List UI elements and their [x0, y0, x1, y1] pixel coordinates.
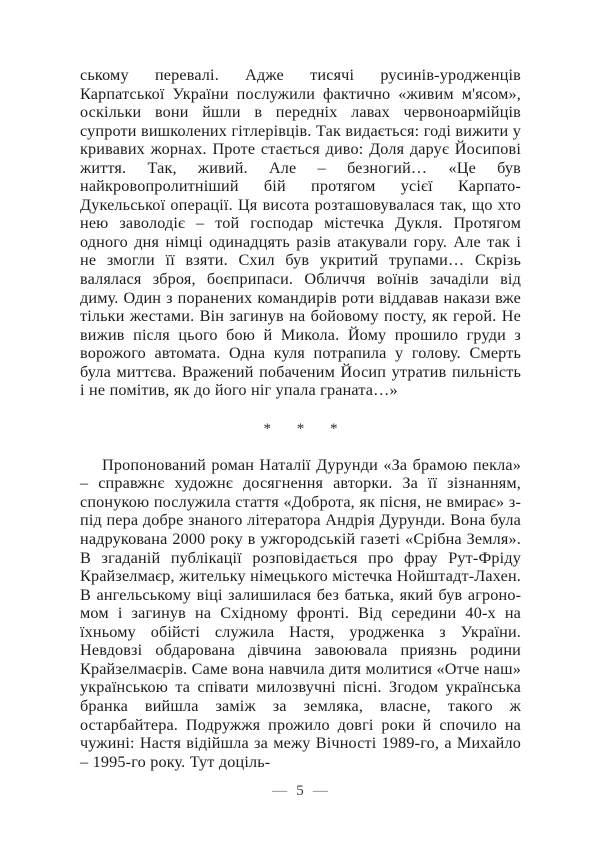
folio-page-number: 5 [296, 783, 304, 799]
folio-left-dash: — [272, 783, 288, 799]
body-paragraph-second: Пропонований роман Наталії Дурунди «За брамою пекла» – справжнє художнє досягнення авторки. За її зізнанням, спонукою послужила стаття «Доброта, як пісня, не вмирає» з-під пера добре знаного літератора Андрія Дурунди. Вона була надрукована 2000 року в ужгородській газеті «Срібна Земля». В згаданій публікації розповідається про фрау Рут-Фріду Крайзелмаєр, жительку німецького містечка Нойштадт-Лахен. В ангельському віці залишилася без батька, який був агрономом і загинув на Східному фронті. Від середини 40-х на їхньому обійсті служила Настя, уродженка з України. Невдовзі обдарована дівчина завоювала приязнь родини Крайзелмаєрів. Саме вона навчила дитя молитися «Отче наш» українською та співати милозвучні пісні. Згодом українська бранка вийшла заміж за земляка, власне, такого ж остарбайтера. Подружжя прожило довгі роки й спочило на чужині: Настя відійшла за межу Вічності 1989-го, а Михайло – 1995-го року. Тут доціль- [80, 455, 521, 771]
folio-right-dash: — [312, 783, 328, 799]
body-paragraph-continued: ському перевалі. Адже тисячі русинів-уродженців Карпатської України послужили фактично «живим м'ясом», оскільки вони йшли в передніх лавах червоноармійців супроти вишколених гітлерівців. Так видається: годі вижити у кривавих жорнах. Проте стається диво: Доля дарує Йосипові життя. Так, живий. Але – безногий… «Це був найкровопролитніший бій протягом усієї Карпато-Дукельської операції. Ця висота розташовувалася так, що хто нею заволодіє – той господар містечка Дукля. Протягом одного дня німці одинадцять разів атакували гору. Але так і не змогли її взяти. Схил був укритий трупами… Скрізь валялася зброя, боєприпаси. Обличчя воїнів зачаділи від диму. Один з поранених командирів роти віддавав накази вже тільки жестами. Він загинув на бойовому посту, як герой. Не вижив після цього бою й Микола. Йому прошило груди з ворожого автомата. Одна куля потрапила у голову. Смерть була миттєва. Вражений побаченим Йосип утратив пильність і не помітив, як до його ніг упала граната…» [80, 66, 521, 400]
asterisk-separator-glyphs: * * * [263, 420, 349, 437]
page-text-block [80, 66, 521, 771]
page-folio [0, 782, 600, 800]
section-separator [80, 400, 521, 456]
